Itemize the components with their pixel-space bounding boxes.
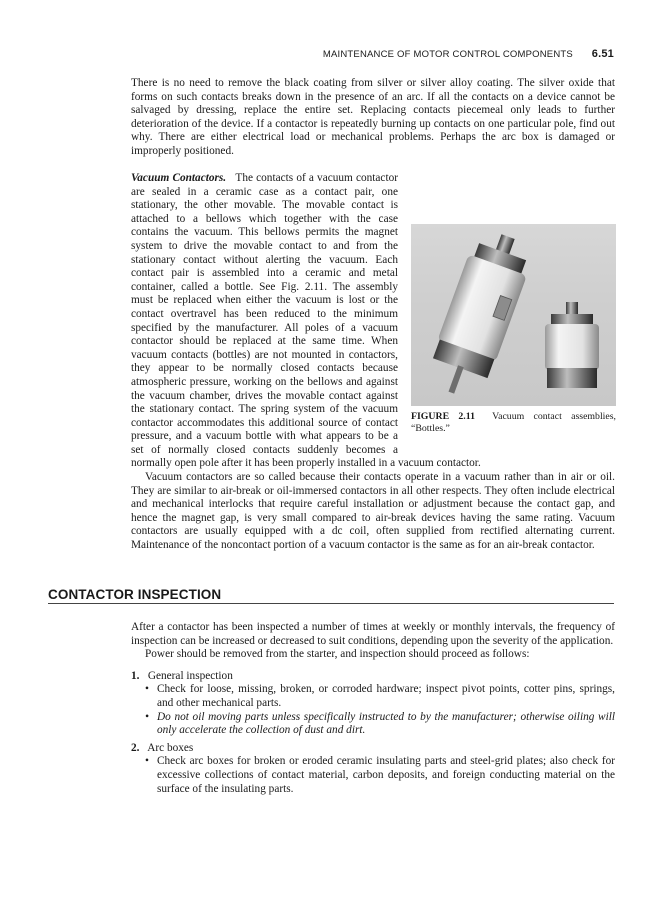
item-number: 2.	[131, 741, 140, 754]
item-number: 1.	[131, 669, 140, 682]
bullet-list	[131, 755, 615, 796]
section-rule	[48, 603, 614, 604]
bullet-item: • Do not oil moving parts unless specifically instructed to by the manufacturer; otherwise oiling will only accelerate the collection of dust and dirt.	[145, 711, 615, 738]
inspection-intro: After a contactor has been inspected a number of times at weekly or monthly intervals, the frequency of inspection can be increased or decreased to suit conditions, depending upon the severity of the application.	[131, 621, 615, 647]
inspection-list	[131, 670, 615, 796]
item-title: General inspection	[147, 669, 233, 682]
running-header	[0, 48, 614, 60]
item-title: Arc boxes	[147, 741, 194, 754]
paragraph-vacuum-contactors-2: Vacuum contactors are so called because their contacts operate in a vacuum rather than in air or oil. They are similar to air-break or oil-immersed contactors in all other respects. They often include electrical and mechanical interlocks that require careful installation or adjustment because the contact gap, and hence the magnet gap, is very small compared to air-break devices having the same rating. Vacuum contactors are usually equipped with a dc coil, often supplied from rectified alternating current. Maintenance of the noncontact portion of a vacuum contactor is the same as for an air-break contactor.	[131, 471, 615, 552]
list-item	[131, 742, 615, 796]
inspection-block	[131, 621, 615, 800]
intro-paragraph-block	[131, 77, 615, 159]
run-in-heading: Vacuum Contactors.	[131, 172, 227, 184]
figure-label: FIGURE 2.11	[411, 411, 475, 422]
bullet-list	[131, 683, 615, 737]
vacuum-text: The contacts of a vacuum contactor are sealed in a ceramic case as a contact pair, one stationary, the other movable. The movable contact is attached to a bellows which together with the case contains the vacuum. This bellows permits the magnet system to drive the movable contact to and from the stationary contact without alerting the vacuum. Each contact pair is assembled into a ceramic and metal container, called a bottle. See Fig. 2.11. The assembly must be replaced when either the vacuum is lost or the contact overtravel has been reduced to the minimum specified by the manufacturer. All poles of a vacuum contactor should be replaced at the same time. When vacuum contacts (bottles) are not mounted in contactors, they appear to be normally closed contacts because atmospheric pressure, working on the bellows and against the vacuum chamber, drives the movable contact against the stationary contact. The spring system of the vacuum contactor accommodates this additional source of contact pressure, and a vacuum bottle with what appears to be a set of normally closed contacts suddenly becomes a normally open pole after it has been properly installed in a vacuum contactor.	[131, 172, 481, 470]
vacuum-bottles-illustration	[411, 224, 616, 406]
page-number: 6.51	[591, 48, 614, 60]
paragraph-silver-coating: There is no need to remove the black coating from silver or silver alloy coating. The silver oxide that forms on such contacts breaks down in the presence of an arc. If all the contacts on a device cannot be salvaged by dressing, replace the entire set. Replacing contacts piecemeal only leads to further deterioration of the device. If a contactor is repeatedly burning up contacts on one particular pole, find out why. There are either electrical load or mechanical problems. Perhaps the arc box is damaged or improperly positioned.	[131, 77, 615, 157]
section-heading: CONTACTOR INSPECTION	[48, 587, 222, 602]
bullet-item: • Check arc boxes for broken or eroded ceramic insulating parts and steel-grid plates; also check for excessive collections of contact material, carbon deposits, and foreign conducting material on the surface of the insulating parts.	[145, 755, 615, 796]
vacuum-bottles-photo	[411, 224, 616, 406]
inspection-intro-2: Power should be removed from the starter, and inspection should proceed as follows:	[145, 648, 530, 661]
running-title: MAINTENANCE OF MOTOR CONTROL COMPONENTS	[322, 49, 573, 60]
list-item	[131, 670, 615, 738]
figure-caption-text: Vacuum contact assemblies, “Bottles.”	[411, 411, 616, 434]
bullet-item: • Check for loose, missing, broken, or corroded hardware; inspect pivot points, cotter pins, springs, and other mechanical parts.	[145, 683, 615, 710]
figure-2-11	[411, 224, 616, 435]
figure-caption	[411, 411, 616, 435]
